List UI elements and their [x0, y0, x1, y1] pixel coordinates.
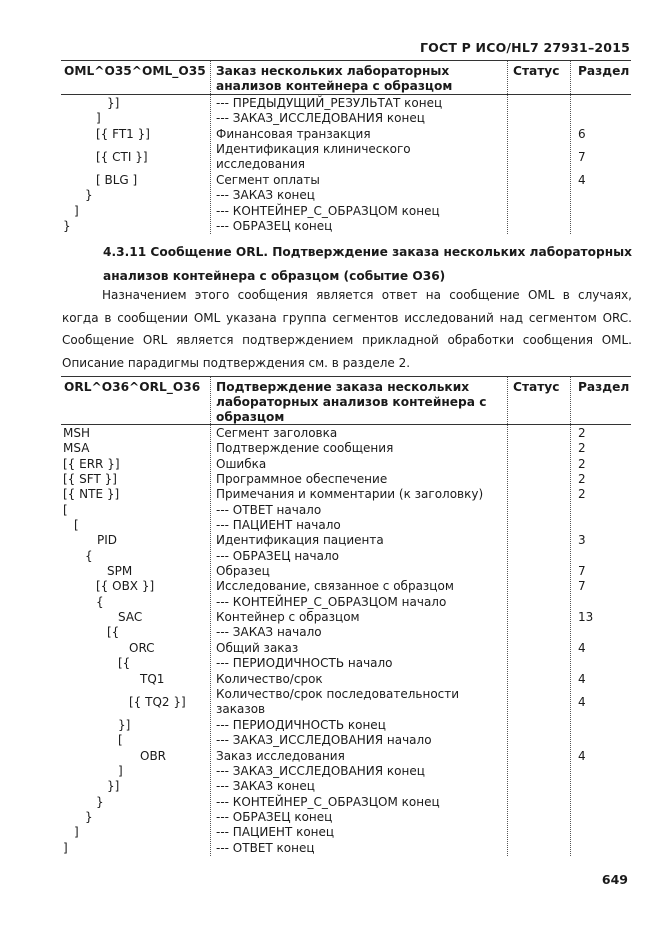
description-cell: --- ЗАКАЗ конец [216, 779, 315, 794]
header-section: Раздел [578, 380, 630, 394]
table-row [61, 764, 631, 779]
description-cell: Образец [216, 564, 270, 579]
table-row [61, 127, 631, 142]
segment-cell: }] [107, 779, 120, 794]
description-cell: Программное обеспечение [216, 472, 388, 487]
description-cell: Ошибка [216, 456, 267, 471]
segment-cell: OBR [140, 748, 167, 763]
column-divider [507, 61, 508, 94]
table-header [61, 376, 631, 425]
description-cell: --- КОНТЕЙНЕР_С_ОБРАЗЦОМ конец [216, 794, 440, 809]
description-cell: --- ЗАКАЗ_ИССЛЕДОВАНИЯ конец [216, 111, 425, 126]
segment-cell: } [85, 809, 93, 824]
table-body [61, 95, 631, 234]
description-cell: --- ЗАКАЗ_ИССЛЕДОВАНИЯ начало [216, 733, 432, 748]
segment-cell: ] [96, 111, 101, 126]
section-paragraph [62, 284, 632, 374]
description-cell: Исследование, связанное с образцом [216, 579, 454, 594]
description-cell: --- ПАЦИЕНТ начало [216, 518, 341, 533]
segment-cell: [{ [107, 625, 120, 640]
segment-cell: [{ SFT }] [63, 472, 117, 487]
segment-cell: ] [63, 840, 68, 855]
document-header: ГОСТ Р ИСО/HL7 27931–2015 [420, 40, 630, 55]
paragraph-text: Назначением этого сообщения является ответ на сообщение OML в случаях, когда в сообщении OML указана группа сегментов исследований над сегментом ORC. Сообщение ORL является подтверждением прикладной обработки сообщения OML. Описание парадигмы подтверждения см. в разделе 2. [62, 288, 632, 370]
column-divider [210, 95, 211, 234]
description-cell: Идентификация клинического исследования [216, 142, 411, 172]
table-row [61, 810, 631, 825]
table-row [61, 610, 631, 625]
segment-cell: ORC [129, 640, 155, 655]
description-cell: Идентификация пациента [216, 533, 384, 548]
column-divider [210, 61, 211, 94]
description-cell: --- ЗАКАЗ начало [216, 625, 322, 640]
description-cell: --- КОНТЕЙНЕР_С_ОБРАЗЦОМ конец [216, 203, 440, 218]
description-cell: --- ПАЦИЕНТ конец [216, 825, 335, 840]
segment-cell: { [85, 548, 93, 563]
description-cell: --- ЗАКАЗ_ИССЛЕДОВАНИЯ конец [216, 763, 425, 778]
table-row [61, 142, 631, 173]
segment-cell: [ BLG ] [96, 173, 138, 188]
description-cell: --- ОБРАЗЕЦ начало [216, 548, 339, 563]
header-status: Статус [513, 380, 560, 394]
section-cell: 2 [578, 441, 586, 456]
description-cell: --- ОБРАЗЕЦ конец [216, 219, 333, 234]
table-oml-o35 [61, 60, 631, 234]
header-segment: OML^O35^OML_O35 [64, 64, 206, 78]
segment-cell: [{ ERR }] [63, 456, 120, 471]
description-cell: --- ОБРАЗЕЦ конец [216, 809, 333, 824]
table-row [61, 533, 631, 548]
table-row [61, 825, 631, 840]
segment-cell: } [85, 188, 93, 203]
table-row [61, 426, 631, 441]
section-cell: 7 [578, 564, 586, 579]
description-cell: --- ОТВЕТ начало [216, 502, 322, 517]
table-row [61, 579, 631, 594]
segment-cell: [{ NTE }] [63, 487, 120, 502]
section-cell: 4 [578, 671, 586, 686]
header-description: Заказ нескольких лабораторных анализов контейнера с образцом [216, 64, 453, 93]
segment-cell: { [96, 594, 104, 609]
table-row [61, 188, 631, 203]
section-cell: 4 [578, 748, 586, 763]
table-row [61, 518, 631, 533]
segment-cell: [{ CTI }] [96, 150, 148, 165]
table-row [61, 564, 631, 579]
segment-cell: } [96, 794, 104, 809]
column-divider [507, 425, 508, 856]
table-row [61, 718, 631, 733]
segment-cell: }] [107, 96, 120, 110]
table-row [61, 457, 631, 472]
segment-cell: PID [97, 533, 118, 548]
table-row [61, 595, 631, 610]
description-cell: Количество/срок [216, 671, 323, 686]
column-divider [570, 95, 571, 234]
section-cell: 4 [578, 173, 586, 188]
description-cell: Заказ исследования [216, 748, 345, 763]
segment-cell: ] [74, 825, 79, 840]
description-cell: --- ПЕРИОДИЧНОСТЬ начало [216, 656, 393, 671]
table-orl-o36 [61, 376, 631, 856]
table-row [61, 472, 631, 487]
description-cell: Сегмент оплаты [216, 173, 320, 188]
segment-cell: } [63, 219, 71, 234]
column-divider [507, 377, 508, 424]
section-cell: 2 [578, 456, 586, 471]
table-row [61, 96, 631, 111]
table-row [61, 487, 631, 502]
section-cell: 7 [578, 579, 586, 594]
description-cell: Общий заказ [216, 640, 299, 655]
table-row [61, 795, 631, 810]
section-cell: 7 [578, 150, 586, 165]
column-divider [570, 377, 571, 424]
table-row [61, 656, 631, 671]
table-row [61, 549, 631, 564]
segment-cell: [ [118, 733, 123, 748]
segment-cell: [{ FT1 }] [96, 126, 150, 141]
description-cell: --- КОНТЕЙНЕР_С_ОБРАЗЦОМ начало [216, 594, 447, 609]
section-cell: 6 [578, 126, 586, 141]
column-divider [210, 425, 211, 856]
description-cell: --- ЗАКАЗ конец [216, 188, 315, 203]
segment-cell: [{ TQ2 }] [129, 694, 186, 709]
description-cell: --- ПРЕДЫДУЩИЙ_РЕЗУЛЬТАТ конец [216, 96, 443, 110]
description-cell: Финансовая транзакция [216, 126, 371, 141]
table-row [61, 173, 631, 188]
table-row [61, 672, 631, 687]
segment-cell: }] [118, 717, 131, 732]
segment-cell: MSA [63, 441, 90, 456]
description-cell: Количество/срок последовательности заказов [216, 686, 460, 716]
table-row [61, 749, 631, 764]
table-row [61, 641, 631, 656]
column-divider [210, 377, 211, 424]
description-cell: --- ОТВЕТ конец [216, 840, 315, 855]
description-cell: Сегмент заголовка [216, 426, 338, 440]
section-heading: 4.3.11 Сообщение ORL. Подтверждение заказа нескольких лабораторных анализов контейнера с образцом (событие O36) [103, 245, 633, 283]
header-section: Раздел [578, 64, 630, 78]
segment-cell: SPM [107, 564, 133, 579]
page-number: 649 [601, 872, 628, 887]
table-row [61, 219, 631, 234]
column-divider [570, 61, 571, 94]
table-row [61, 779, 631, 794]
segment-cell: ] [118, 763, 123, 778]
table-row [61, 841, 631, 856]
table-row [61, 687, 631, 718]
description-cell: Примечания и комментарии (к заголовку) [216, 487, 484, 502]
table-row [61, 503, 631, 518]
table-header [61, 60, 631, 95]
description-cell: Контейнер с образцом [216, 610, 360, 625]
section-cell: 4 [578, 640, 586, 655]
table-body [61, 425, 631, 856]
table-row [61, 625, 631, 640]
section-cell: 2 [578, 472, 586, 487]
table-row [61, 441, 631, 456]
header-segment: ORL^O36^ORL_O36 [64, 380, 201, 394]
section-cell: 2 [578, 487, 586, 502]
description-cell: --- ПЕРИОДИЧНОСТЬ конец [216, 717, 386, 732]
segment-cell: ] [74, 203, 79, 218]
table-row [61, 204, 631, 219]
table-row [61, 111, 631, 126]
section-cell: 13 [578, 610, 594, 625]
segment-cell: [ [63, 502, 68, 517]
section-cell: 2 [578, 426, 586, 440]
header-status: Статус [513, 64, 560, 78]
segment-cell: [{ [118, 656, 131, 671]
header-description: Подтверждение заказа нескольких лабораторных анализов контейнера с образцом [216, 380, 487, 424]
segment-cell: MSH [63, 426, 90, 440]
segment-cell: SAC [118, 610, 143, 625]
segment-cell: [{ OBX }] [96, 579, 155, 594]
segment-cell: TQ1 [140, 671, 165, 686]
column-divider [507, 95, 508, 234]
section-cell: 4 [578, 694, 586, 709]
column-divider [570, 425, 571, 856]
table-row [61, 733, 631, 748]
description-cell: Подтверждение сообщения [216, 441, 394, 456]
segment-cell: [ [74, 518, 79, 533]
section-cell: 3 [578, 533, 586, 548]
